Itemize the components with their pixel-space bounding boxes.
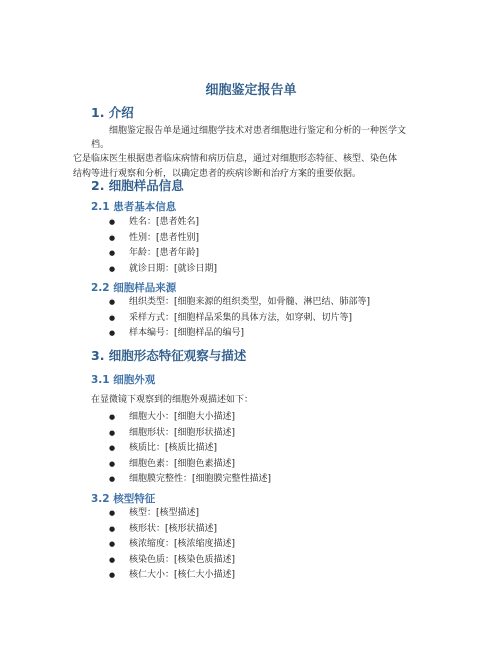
cell-appearance-list <box>0 410 271 488</box>
document-title: 细胞鉴定报告单 <box>205 83 297 98</box>
section-heading-morphology: 3. 细胞形态特征观察与描述 <box>91 348 247 363</box>
karyotype-list <box>0 506 235 584</box>
patient-info-list <box>0 215 217 277</box>
bullet-icon: ● <box>109 540 116 549</box>
list-item: ● 核质比：[核质比描述] <box>0 441 271 457</box>
bullet-icon: ● <box>109 524 116 533</box>
list-item: ● 核型：[核型描述] <box>0 506 235 522</box>
list-item: ● 采样方式：[细胞样品采集的具体方法，如穿刺、切片等] <box>0 311 370 327</box>
subsection-heading-karyotype: 3.2 核型特征 <box>91 493 156 505</box>
list-item: ● 核仁大小：[核仁大小描述] <box>0 568 235 584</box>
list-item: ● 样本编号：[细胞样品的编号] <box>0 326 370 342</box>
subsection-heading-patient-info: 2.1 患者基本信息 <box>91 201 177 213</box>
bullet-icon: ● <box>109 249 116 258</box>
list-item: ● 组织类型：[细胞来源的组织类型，如骨髓、淋巴结、肺部等] <box>0 295 370 311</box>
list-item: ● 细胞形状：[细胞形状描述] <box>0 426 271 442</box>
subsection-heading-sample-source: 2.2 细胞样品来源 <box>91 282 177 294</box>
list-item: ● 核浓缩度：[核浓缩度描述] <box>0 537 235 553</box>
list-item: ● 细胞大小：[细胞大小描述] <box>0 410 271 426</box>
section-heading-sample-info: 2. 细胞样品信息 <box>91 178 184 193</box>
list-item: ● 年龄：[患者年龄] <box>0 246 217 262</box>
bullet-icon: ● <box>109 459 116 468</box>
bullet-icon: ● <box>109 298 116 306</box>
bullet-icon: ● <box>109 413 116 421</box>
list-item: ● 细胞膜完整性：[细胞膜完整性描述] <box>0 472 271 488</box>
intro-paragraph <box>73 124 421 181</box>
bullet-icon: ● <box>109 475 116 484</box>
cell-appearance-intro: 在显微镜下观察到的细胞外观描述如下： <box>91 395 254 405</box>
list-item: ● 核形状：[核形状描述] <box>0 522 235 538</box>
list-item: ● 姓名：[患者姓名] <box>0 215 217 231</box>
bullet-icon: ● <box>109 428 116 437</box>
bullet-icon: ● <box>109 218 116 226</box>
intro-line: 结构等进行观察和分析，以确定患者的疾病诊断和治疗方案的重要依据。 <box>73 168 362 179</box>
subsection-heading-cell-appearance: 3.1 细胞外观 <box>91 374 156 386</box>
bullet-icon: ● <box>109 509 116 517</box>
bullet-icon: ● <box>109 571 116 580</box>
list-item: ● 细胞色素：[细胞色素描述] <box>0 457 271 473</box>
list-item: ● 核染色质：[核染色质描述] <box>0 553 235 569</box>
section-heading-intro: 1. 介绍 <box>91 105 134 120</box>
bullet-icon: ● <box>109 444 116 453</box>
intro-line: 细胞鉴定报告单是通过细胞学技术对患者细胞进行鉴定和分析的一种医学文档。 <box>91 126 407 151</box>
list-item: ● 就诊日期：[就诊日期] <box>0 262 217 278</box>
sample-source-list <box>0 295 370 342</box>
bullet-icon: ● <box>109 264 116 273</box>
bullet-icon: ● <box>109 233 116 242</box>
bullet-icon: ● <box>109 329 116 338</box>
bullet-icon: ● <box>109 313 116 322</box>
list-item: ● 性别：[患者性别] <box>0 231 217 247</box>
intro-line: 它是临床医生根据患者临床病情和病历信息，通过对细胞形态特征、核型、染色体 <box>73 154 398 165</box>
bullet-icon: ● <box>109 555 116 564</box>
